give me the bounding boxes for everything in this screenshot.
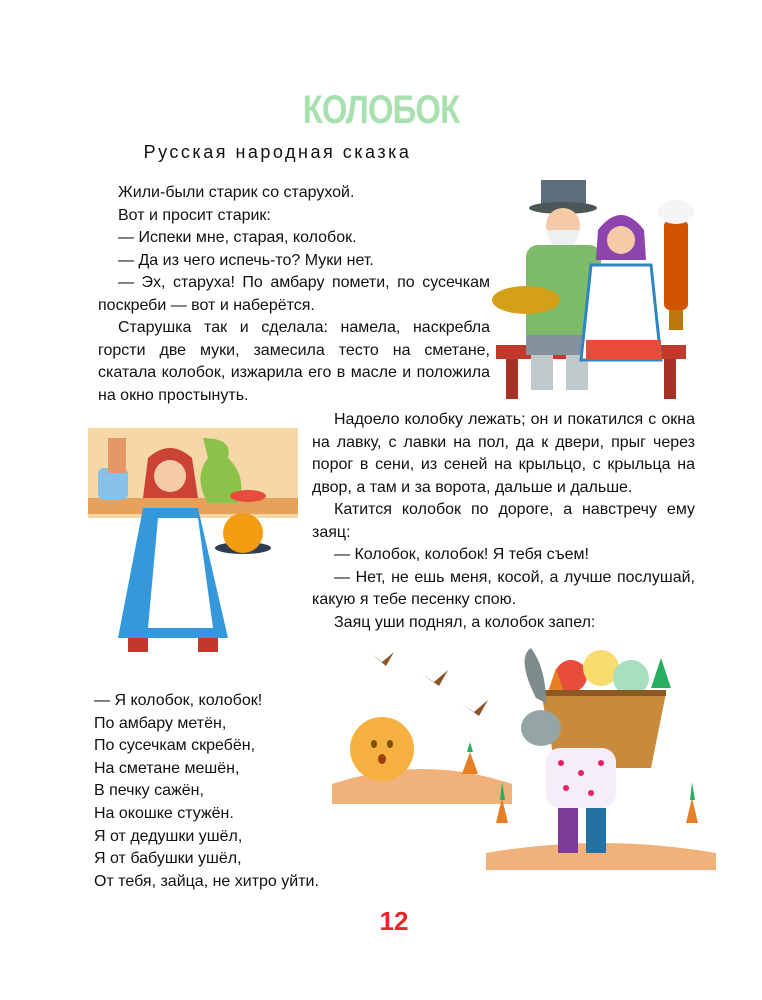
paragraph: — Испеки мне, старая, колобок.: [118, 229, 357, 246]
poem-line: В печку сажён,: [94, 782, 204, 800]
paragraph: Катится колобок по дороге, а навстречу ему заяц:: [312, 501, 695, 541]
paragraph: Вот и просит старик:: [118, 206, 271, 224]
poem-line: По сусечкам скребён,: [94, 737, 256, 755]
paragraph: Жили-были старик со старухой.: [118, 184, 355, 201]
paragraph: Заяц уши поднял, а колобок запел:: [334, 613, 596, 631]
story-block-2: [312, 409, 695, 634]
poem-line: На сметане мешён,: [94, 759, 240, 777]
page-subtitle: Русская народная сказка: [143, 142, 412, 162]
paragraph: — Нет, не ешь меня, косой, а лучше послушай, какую я тебе песенку спою.: [312, 568, 695, 608]
poem-line: На окошке стужён.: [94, 804, 234, 822]
poem-line: От тебя, зайца, не хитро уйти.: [94, 872, 319, 890]
poem-line: Я от бабушки ушёл,: [94, 850, 242, 868]
paragraph: — Эх, старуха! По амбару помети, по сусечкам поскреби — вот и наберётся.: [98, 274, 490, 314]
elders-illustration: [486, 150, 696, 400]
poem-line: По амбару метён,: [94, 714, 227, 732]
hare-illustration: [486, 648, 716, 870]
story-block-1: [98, 182, 490, 407]
poem-line: — Я колобок, колобок!: [94, 692, 263, 709]
poem-line: Я от дедушки ушёл,: [94, 827, 243, 845]
page-number: 12: [379, 906, 409, 936]
paragraph: — Колобок, колобок! Я тебя съем!: [334, 546, 589, 563]
page-title: КОЛОБОК: [302, 88, 460, 132]
grandmother-illustration: [88, 428, 298, 668]
paragraph: Надоело колобку лежать; он и покатился с окна на лавку, с лавки на пол, да к двери, прыг через порог в сени, из сеней на крыльцо, с крыльца на двор, а там и за ворота, дальше и дальше.: [312, 411, 695, 496]
paragraph: — Да из чего испечь-то? Муки нет.: [118, 251, 374, 269]
song-poem: [94, 690, 394, 893]
paragraph: Старушка так и сделала: намела, наскребла горсти две муки, замесила тесто на сметане, скатала колобок, изжарила его в масле и положила на окно простынуть.: [98, 319, 490, 404]
